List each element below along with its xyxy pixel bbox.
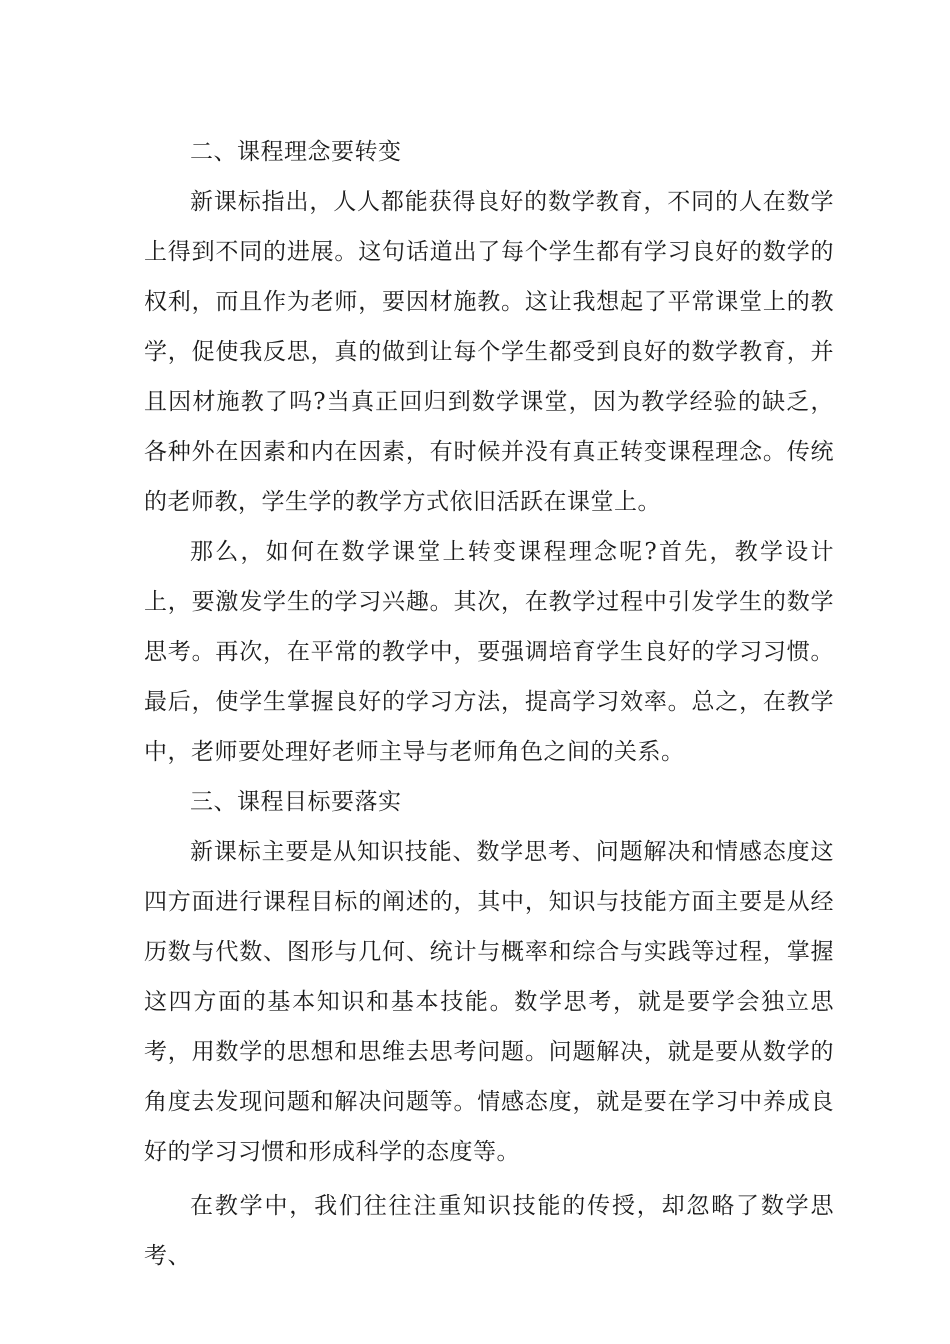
section-heading-curriculum-concept: 二、课程理念要转变 [190, 139, 402, 165]
paragraph-four-aspects: 新课标主要是从知识技能、数学思考、问题解决和情感态度这四方面进行课程目标的阐述的，其中，知识与技能方面主要是从经历数与代数、图形与几何、统计与概率和综合与实践等过程，掌握这四方面的基本知识和基本技能。数学思考，就是要学会独立思考，用数学的思想和思维去思考问题。问题解决，就是要从数学的角度去发现问题和解决问题等。情感态度，就是要在学习中养成良好的学习习惯和形成科学的态度等。 [144, 839, 834, 1165]
paragraph-how-to-change: 那么，如何在数学课堂上转变课程理念呢?首先，教学设计上，要激发学生的学习兴趣。其次，在教学过程中引发学生的数学思考。再次，在平常的教学中，要强调培育学生良好的学习习惯。最后，使学生掌握良好的学习方法，提高学习效率。总之，在教学中，老师要处理好老师主导与老师角色之间的关系。 [144, 539, 834, 765]
paragraph-new-standard: 新课标指出，人人都能获得良好的数学教育，不同的人在数学上得到不同的进展。这句话道出了每个学生都有学习良好的数学的权利，而且作为老师，要因材施教。这让我想起了平常课堂上的教学，促使我反思，真的做到让每个学生都受到良好的数学教育，并且因材施教了吗?当真正回归到数学课堂，因为教学经验的缺乏，各种外在因素和内在因素，有时候并没有真正转变课程理念。传统的老师教，学生学的教学方式依旧活跃在课堂上。 [144, 189, 834, 515]
document-body [144, 127, 834, 1281]
section-heading-curriculum-goals: 三、课程目标要落实 [190, 789, 402, 815]
paragraph-in-teaching: 在教学中，我们往往注重知识技能的传授，却忽略了数学思考、 [144, 1193, 834, 1269]
